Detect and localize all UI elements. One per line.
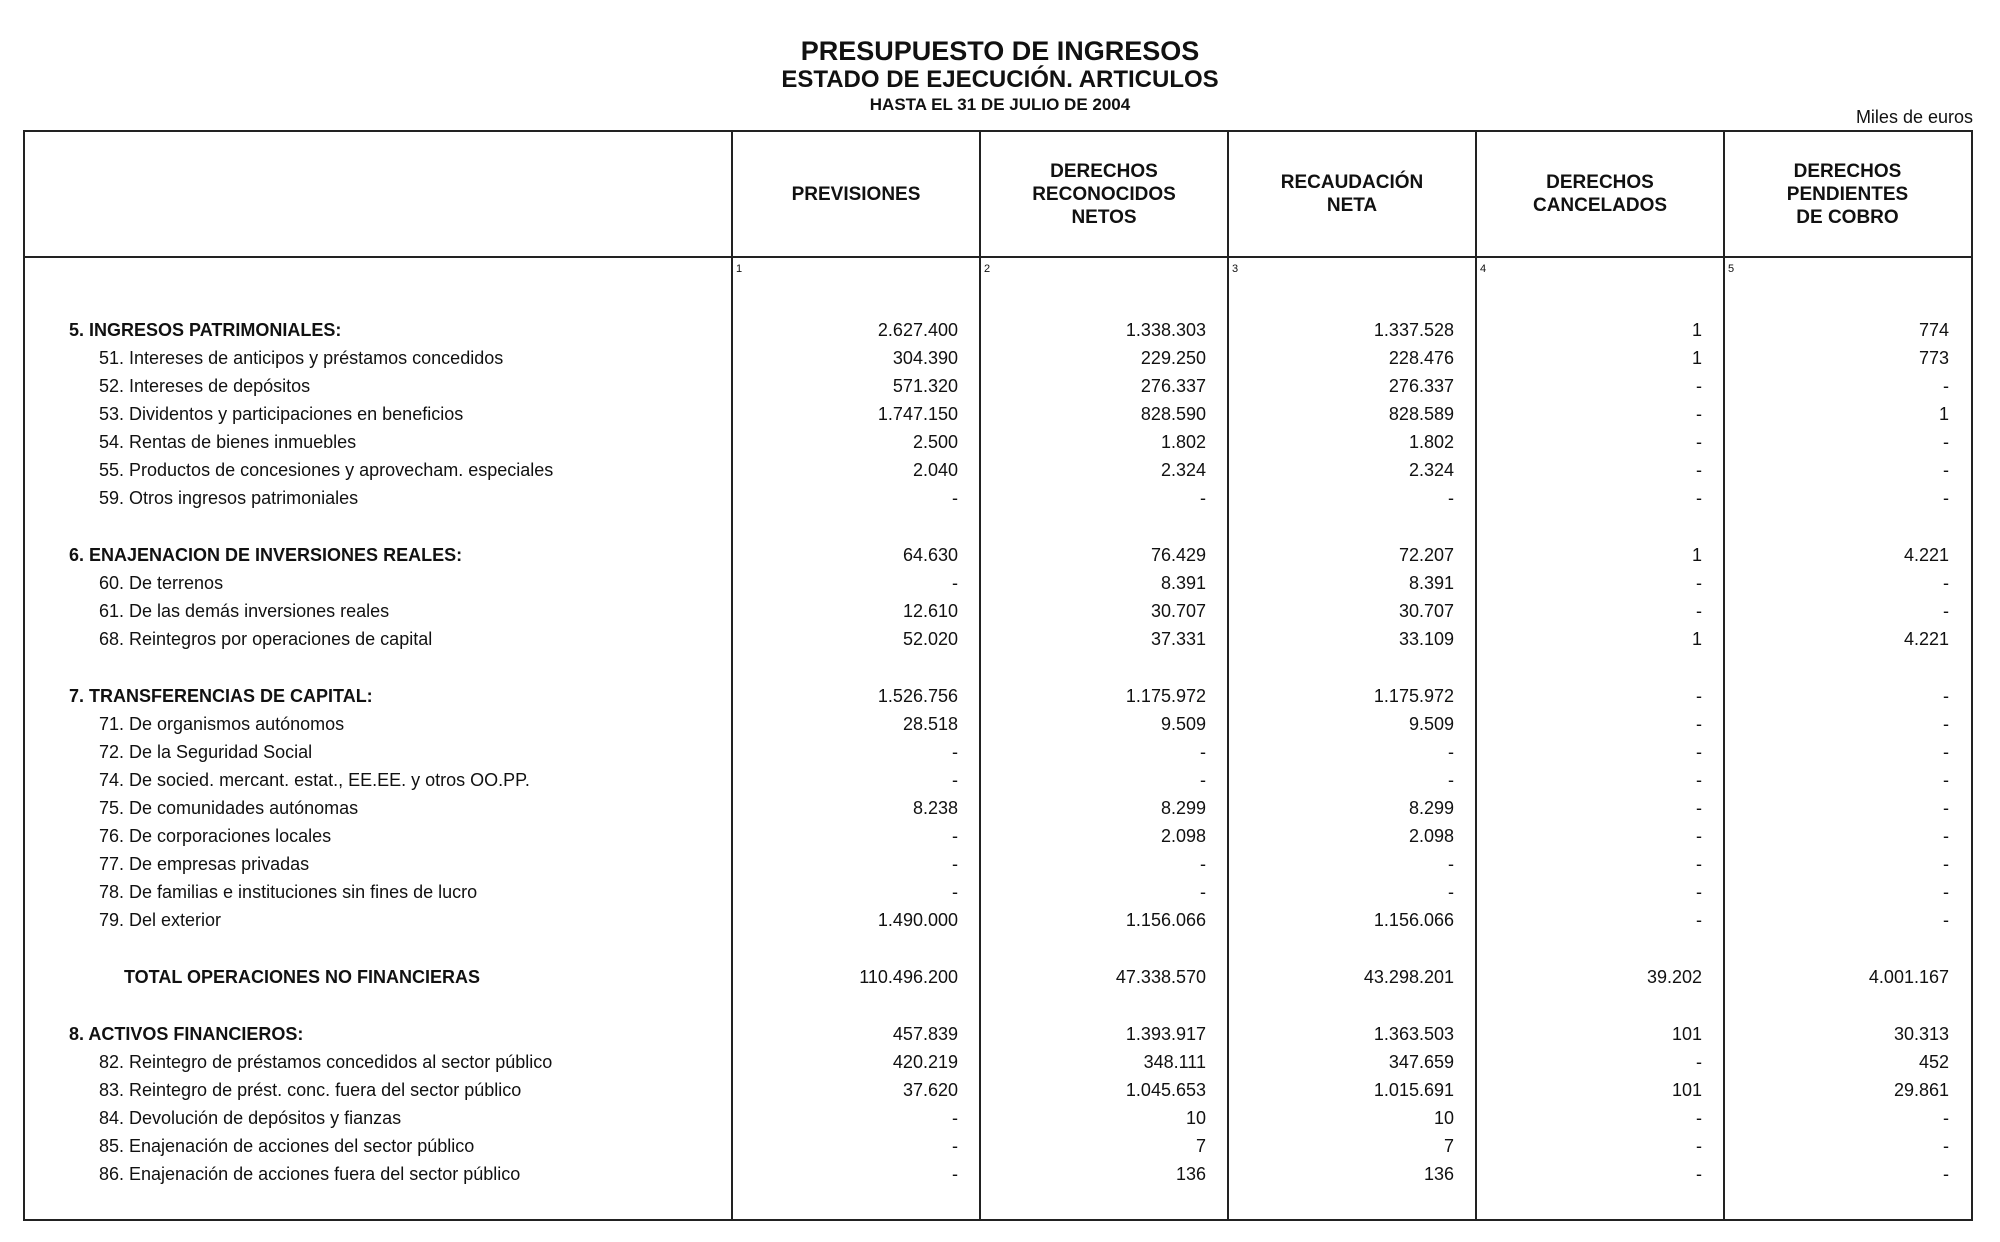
cell-value: 2.324: [1160, 460, 1206, 480]
cell-value: -: [952, 742, 958, 762]
cell-value: -: [1943, 432, 1949, 452]
table-row: [25, 570, 1971, 598]
row-label: 7. TRANSFERENCIAS DE CAPITAL:: [69, 686, 373, 706]
cell-value: 828.589: [1388, 404, 1454, 424]
cell-value: 64.630: [902, 545, 958, 565]
table-row: [25, 626, 1971, 654]
cell-value: 76.429: [1150, 545, 1206, 565]
table-row: [25, 795, 1971, 823]
table-row: [25, 1077, 1971, 1105]
cell-value: 1.802: [1408, 432, 1454, 452]
row-label: 76. De corporaciones locales: [99, 826, 332, 846]
cell-value: 228.476: [1388, 348, 1454, 368]
header-divider: [25, 256, 1971, 258]
cell-value: 8.391: [1408, 573, 1454, 593]
cell-value: 52.020: [902, 629, 958, 649]
units-label: Miles de euros: [1855, 107, 1973, 127]
cell-value: 8.391: [1160, 573, 1206, 593]
cell-value: -: [952, 488, 958, 508]
cell-value: -: [1448, 854, 1454, 874]
cell-value: -: [1696, 854, 1702, 874]
cell-value: -: [1696, 1108, 1702, 1128]
cell-value: 276.337: [1388, 376, 1454, 396]
cell-value: 1.802: [1160, 432, 1206, 452]
cell-value: 1.490.000: [877, 910, 958, 930]
cell-value: 457.839: [892, 1024, 958, 1044]
cell-value: -: [1696, 798, 1702, 818]
cell-value: -: [952, 826, 958, 846]
cell-value: 10: [1185, 1108, 1206, 1128]
cell-value: 2.324: [1408, 460, 1454, 480]
cell-value: -: [1696, 432, 1702, 452]
cell-value: -: [1943, 714, 1949, 734]
cell-value: 2.098: [1408, 826, 1454, 846]
cell-value: 304.390: [892, 348, 958, 368]
row-label: 82. Reintegro de préstamos concedidos al sector público: [99, 1052, 553, 1072]
cell-value: -: [1200, 882, 1206, 902]
cell-value: -: [1200, 854, 1206, 874]
row-label: 51. Intereses de anticipos y préstamos concedidos: [99, 348, 504, 368]
cell-value: -: [1696, 742, 1702, 762]
cell-value: -: [1696, 1164, 1702, 1184]
cell-value: 276.337: [1140, 376, 1206, 396]
cell-value: 2.627.400: [877, 320, 958, 340]
cell-value: -: [1943, 882, 1949, 902]
cell-value: -: [1200, 742, 1206, 762]
row-label: 86. Enajenación de acciones fuera del sector público: [99, 1164, 521, 1184]
column-header: DERECHOS PENDIENTES DE COBRO: [1786, 160, 1909, 228]
table-row: [25, 1161, 1971, 1189]
table-row: [25, 429, 1971, 457]
row-label: 72. De la Seguridad Social: [99, 742, 313, 762]
cell-value: 2.098: [1160, 826, 1206, 846]
cell-value: -: [1448, 742, 1454, 762]
cell-value: -: [1696, 770, 1702, 790]
table-row: [25, 711, 1971, 739]
row-label: 61. De las demás inversiones reales: [99, 601, 390, 621]
column-number: 3: [1232, 263, 1239, 275]
row-label: 54. Rentas de bienes inmuebles: [99, 432, 357, 452]
row-label: 68. Reintegros por operaciones de capital: [99, 629, 433, 649]
cell-value: 1: [1691, 348, 1702, 368]
row-label: 8. ACTIVOS FINANCIEROS:: [69, 1024, 304, 1044]
row-label: 71. De organismos autónomos: [99, 714, 345, 734]
cell-value: -: [1696, 573, 1702, 593]
table-row: [25, 373, 1971, 401]
page-title: PRESUPUESTO DE INGRESOS: [800, 36, 1200, 66]
cell-value: 110.496.200: [859, 967, 958, 987]
cell-value: -: [1943, 854, 1949, 874]
cell-value: -: [1200, 488, 1206, 508]
cell-value: 37.620: [902, 1080, 958, 1100]
cell-value: 1.015.691: [1373, 1080, 1454, 1100]
cell-value: 1.338.303: [1125, 320, 1206, 340]
cell-value: 773: [1918, 348, 1949, 368]
table-row: [25, 1049, 1971, 1077]
cell-value: 7: [1195, 1136, 1206, 1156]
cell-value: 2.040: [912, 460, 958, 480]
cell-value: 8.299: [1160, 798, 1206, 818]
cell-value: 1.045.653: [1125, 1080, 1206, 1100]
cell-value: 828.590: [1140, 404, 1206, 424]
cell-value: 136: [1175, 1164, 1206, 1184]
table-row: [25, 345, 1971, 373]
table-row: [25, 485, 1971, 513]
cell-value: -: [1943, 1136, 1949, 1156]
table-row: [25, 457, 1971, 485]
cell-value: 1.175.972: [1373, 686, 1454, 706]
column-header: DERECHOS CANCELADOS: [1532, 172, 1668, 216]
cell-value: 101: [1671, 1024, 1702, 1044]
cell-value: 101: [1671, 1080, 1702, 1100]
cell-value: -: [952, 1108, 958, 1128]
row-label: 60. De terrenos: [99, 573, 224, 593]
cell-value: 72.207: [1398, 545, 1454, 565]
cell-value: -: [1943, 798, 1949, 818]
row-label: 75. De comunidades autónomas: [99, 798, 359, 818]
page-subtitle: ESTADO DE EJECUCIÓN. ARTICULOS: [781, 66, 1219, 93]
column-number: 1: [736, 263, 743, 275]
cell-value: 774: [1918, 320, 1949, 340]
row-label: 77. De empresas privadas: [99, 854, 310, 874]
cell-value: -: [1696, 404, 1702, 424]
cell-value: 28.518: [902, 714, 958, 734]
cell-value: -: [1696, 1136, 1702, 1156]
cell-value: -: [1696, 882, 1702, 902]
cell-value: -: [952, 882, 958, 902]
table-row: [25, 598, 1971, 626]
cell-value: -: [1943, 601, 1949, 621]
section-row: [25, 317, 1971, 345]
cell-value: -: [1448, 488, 1454, 508]
cell-value: 9.509: [1408, 714, 1454, 734]
row-label: 79. Del exterior: [99, 910, 222, 930]
cell-value: -: [1943, 770, 1949, 790]
table-row: [25, 823, 1971, 851]
cell-value: 571.320: [892, 376, 958, 396]
cell-value: -: [952, 770, 958, 790]
section-row: [25, 542, 1971, 570]
table-row: [25, 851, 1971, 879]
cell-value: 4.221: [1903, 629, 1949, 649]
row-label: 52. Intereses de depósitos: [99, 376, 311, 396]
table-row: [25, 1133, 1971, 1161]
cell-value: 7: [1443, 1136, 1454, 1156]
cell-value: 47.338.570: [1115, 967, 1206, 987]
row-label: 83. Reintegro de prést. conc. fuera del sector público: [99, 1080, 522, 1100]
cell-value: 452: [1918, 1052, 1949, 1072]
table-row: [25, 1105, 1971, 1133]
cell-value: -: [1943, 376, 1949, 396]
row-label: 74. De socied. mercant. estat., EE.EE. y otros OO.PP.: [99, 770, 530, 790]
cell-value: 1.156.066: [1125, 910, 1206, 930]
table-row: [25, 767, 1971, 795]
cell-value: -: [1943, 488, 1949, 508]
row-label: 84. Devolución de depósitos y fianzas: [99, 1108, 402, 1128]
cell-value: -: [1696, 714, 1702, 734]
cell-value: -: [1696, 910, 1702, 930]
cell-value: -: [1943, 1108, 1949, 1128]
cell-value: 1: [1691, 545, 1702, 565]
cell-value: 1.526.756: [877, 686, 958, 706]
cell-value: 39.202: [1646, 967, 1702, 987]
cell-value: -: [1696, 686, 1702, 706]
column-number: 2: [984, 263, 991, 275]
cell-value: 1.363.503: [1373, 1024, 1454, 1044]
table-row: [25, 907, 1971, 935]
cell-value: 29.861: [1893, 1080, 1949, 1100]
cell-value: -: [1448, 882, 1454, 902]
cell-value: -: [952, 1164, 958, 1184]
cell-value: 136: [1423, 1164, 1454, 1184]
cell-value: 4.001.167: [1868, 967, 1949, 987]
row-label: 85. Enajenación de acciones del sector público: [99, 1136, 475, 1156]
cell-value: 8.299: [1408, 798, 1454, 818]
column-header: RECAUDACIÓN NETA: [1280, 172, 1424, 216]
cell-value: 1.393.917: [1125, 1024, 1206, 1044]
cell-value: 1: [1691, 320, 1702, 340]
total-row: [25, 964, 1971, 992]
cell-value: 8.238: [912, 798, 958, 818]
table-row: [25, 739, 1971, 767]
cell-value: -: [1200, 770, 1206, 790]
cell-value: 1.337.528: [1373, 320, 1454, 340]
cell-value: -: [952, 573, 958, 593]
cell-value: -: [952, 854, 958, 874]
cell-value: 9.509: [1160, 714, 1206, 734]
cell-value: -: [1943, 826, 1949, 846]
cell-value: 1.175.972: [1125, 686, 1206, 706]
column-header: PREVISIONES: [791, 183, 921, 205]
row-label: 5. INGRESOS PATRIMONIALES:: [69, 320, 342, 340]
cell-value: 12.610: [902, 601, 958, 621]
cell-value: 347.659: [1388, 1052, 1454, 1072]
table-row: [25, 401, 1971, 429]
cell-value: 229.250: [1140, 348, 1206, 368]
table-row: [25, 879, 1971, 907]
cell-value: -: [1943, 573, 1949, 593]
cell-value: 30.707: [1398, 601, 1454, 621]
cell-value: 4.221: [1903, 545, 1949, 565]
row-label: 55. Productos de concesiones y aprovecham. especiales: [99, 460, 554, 480]
cell-value: -: [1943, 1164, 1949, 1184]
cell-value: 1: [1938, 404, 1949, 424]
cell-value: -: [1943, 460, 1949, 480]
column-number: 4: [1480, 263, 1487, 275]
cell-value: 1: [1691, 629, 1702, 649]
cell-value: -: [1448, 770, 1454, 790]
cell-value: 348.111: [1143, 1052, 1206, 1072]
cell-value: 420.219: [892, 1052, 958, 1072]
cell-value: 30.313: [1893, 1024, 1949, 1044]
report-date: HASTA EL 31 DE JULIO DE 2004: [869, 95, 1131, 114]
cell-value: -: [1696, 488, 1702, 508]
cell-value: 37.331: [1150, 629, 1206, 649]
cell-value: 2.500: [912, 432, 958, 452]
cell-value: 10: [1433, 1108, 1454, 1128]
section-row: [25, 1021, 1971, 1049]
cell-value: 1.747.150: [877, 404, 958, 424]
row-label: TOTAL OPERACIONES NO FINANCIERAS: [124, 967, 481, 987]
row-label: 78. De familias e instituciones sin fines de lucro: [99, 882, 478, 902]
cell-value: 30.707: [1150, 601, 1206, 621]
cell-value: 1.156.066: [1373, 910, 1454, 930]
cell-value: -: [1696, 601, 1702, 621]
cell-value: -: [1696, 460, 1702, 480]
cell-value: 33.109: [1398, 629, 1454, 649]
row-label: 59. Otros ingresos patrimoniales: [99, 488, 359, 508]
cell-value: -: [1943, 742, 1949, 762]
cell-value: 43.298.201: [1363, 967, 1454, 987]
cell-value: -: [1943, 910, 1949, 930]
cell-value: -: [1696, 1052, 1702, 1072]
section-row: [25, 683, 1971, 711]
cell-value: -: [1943, 686, 1949, 706]
column-header: DERECHOS RECONOCIDOS NETOS: [1032, 160, 1176, 228]
column-number: 5: [1728, 263, 1735, 275]
budget-table: [23, 130, 1973, 1221]
cell-value: -: [952, 1136, 958, 1156]
cell-value: -: [1696, 826, 1702, 846]
row-label: 6. ENAJENACION DE INVERSIONES REALES:: [69, 545, 463, 565]
cell-value: -: [1696, 376, 1702, 396]
row-label: 53. Dividentos y participaciones en beneficios: [99, 404, 464, 424]
